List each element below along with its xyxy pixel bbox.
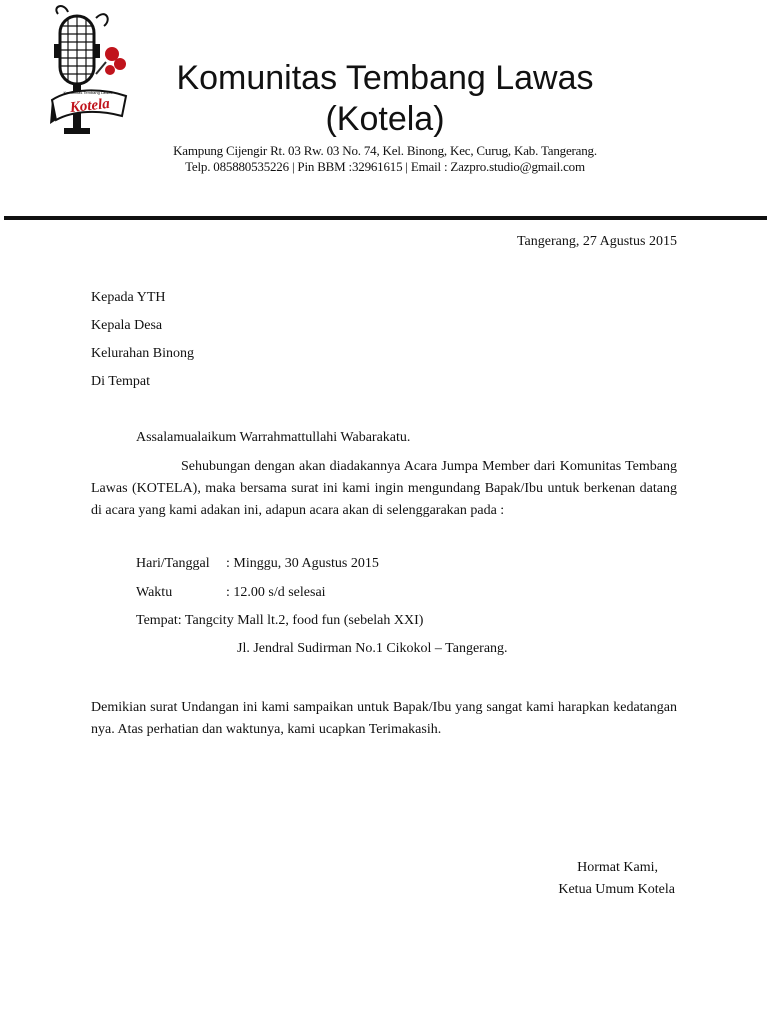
signoff-block [558,857,675,901]
recipient-line: Kepala Desa [91,318,163,333]
organization-contact: Telp. 085880535226 | Pin BBM :32961615 | Email : Zazpro.studio@gmail.com [185,159,585,174]
header-divider [4,216,767,220]
greeting: Assalamualaikum Warrahmattullahi Wabarakatu. [136,430,411,445]
detail-day-label: Hari/Tanggal [136,556,210,571]
detail-time-value: : 12.00 s/d selesai [226,585,326,600]
svg-text:Kotela: Kotela [69,95,111,117]
kotela-logo [50,4,132,138]
microphone-logo-icon [50,4,132,138]
detail-place: Tempat: Tangcity Mall lt.2, food fun (sebelah XXI) [136,613,424,628]
recipient-line: Kepada YTH [91,290,166,305]
title-line-2: (Kotela) [325,100,445,138]
title-line-1: Komunitas Tembang Lawas [176,59,594,97]
recipient-line: Kelurahan Binong [91,346,195,361]
signoff-line: Hormat Kami, [577,860,658,875]
letter-date: Tangerang, 27 Agustus 2015 [516,234,677,249]
intro-paragraph: Sehubungan dengan akan diadakannya Acara Jumpa Member dari Komunitas Tembang Lawas (KOTELA), maka bersama surat ini kami ingin mengundang Bapak/Ibu untuk berkenan datang di acara yang kami adakan ini, adapun acara akan di selenggarakan pada : [91,459,677,518]
detail-day-value: : Minggu, 30 Agustus 2015 [226,556,379,571]
recipient-line: Di Tempat [91,374,151,389]
closing-paragraph: Demikian surat Undangan ini kami sampaikan untuk Bapak/Ibu yang sangat kami harapkan kedatangan nya. Atas perhatian dan waktunya, kami ucapkan Terimakasih. [91,700,677,737]
organization-title [130,58,640,140]
detail-place-address: Jl. Jendral Sudirman No.1 Cikokol – Tangerang. [237,641,508,656]
organization-address: Kampung Cijengir Rt. 03 Rw. 03 No. 74, Kel. Binong, Kec, Curug, Kab. Tangerang. [173,143,597,158]
organization-contact-block [130,143,640,175]
signoff-line: Ketua Umum Kotela [558,882,675,897]
detail-time-label: Waktu [136,585,173,600]
svg-text:Komunitas Tembang Lawas: Komunitas Tembang Lawas [63,90,113,95]
